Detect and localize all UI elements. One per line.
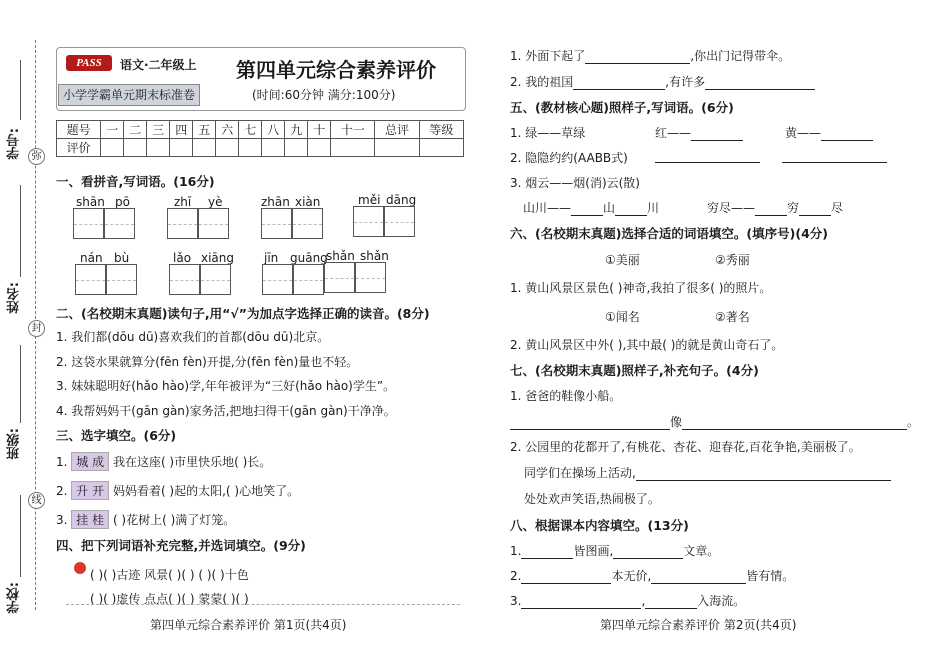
- eval-cell[interactable]: [331, 139, 375, 157]
- pinyin: guāng: [290, 251, 328, 265]
- s2-question-1: 1. 我们都(dōu dū)喜欢我们的首都(dōu dū)北京。: [56, 330, 330, 344]
- seal-mi: 弥: [28, 148, 45, 165]
- score-table: [56, 120, 464, 157]
- q-text: ,: [641, 594, 646, 608]
- score-cell: 五: [193, 121, 216, 139]
- score-cell: 等级: [419, 121, 463, 139]
- eval-cell[interactable]: [124, 139, 147, 157]
- score-cell: 一: [101, 121, 124, 139]
- eval-cell[interactable]: [419, 139, 463, 157]
- section-7-title: 七、(名校期末真题)照样子,补充句子。(4分): [510, 363, 759, 378]
- score-cell: 九: [285, 121, 308, 139]
- question-text: 妈妈看着( )起的太阳,( )心地笑了。: [112, 484, 300, 498]
- seal-xian: 线: [28, 492, 45, 509]
- pinyin: pō: [115, 195, 130, 209]
- answer-blank[interactable]: [573, 77, 665, 90]
- s7-question-1: 1. 爸爸的鞋像小船。: [510, 389, 622, 403]
- answer-blank[interactable]: [521, 596, 641, 609]
- q-text: 。: [907, 415, 920, 429]
- score-cell: 十: [308, 121, 331, 139]
- eval-cell[interactable]: [308, 139, 331, 157]
- writing-box[interactable]: [293, 264, 324, 295]
- answer-blank[interactable]: [651, 571, 746, 584]
- writing-box[interactable]: [167, 208, 198, 239]
- pinyin: bù: [114, 251, 130, 265]
- section-5-title: 五、(教材核心题)照样子,写词语。(6分): [510, 100, 734, 115]
- q-text: ,你出门记得带伞。: [690, 49, 791, 63]
- answer-blank[interactable]: [655, 150, 760, 163]
- q-text: 皆图画,: [573, 544, 614, 558]
- s5-question-2: 2. 隐隐约约(AABB式): [510, 151, 628, 165]
- section-2-title: 二、(名校期末真题)读句子,用“√”为加点字选择正确的读音。(8分): [56, 306, 430, 321]
- char-choice: 挂 桂: [71, 510, 109, 529]
- apple-icon: [74, 562, 86, 574]
- s5-q1-yellow: [785, 124, 873, 141]
- question-text: 我在这座( )市里快乐地( )长。: [112, 455, 272, 469]
- pinyin: xiāng: [201, 251, 235, 265]
- exam-info: (时间:60分钟 满分:100分): [252, 88, 396, 102]
- q-text: 穷: [787, 201, 800, 215]
- school-label: 学校:: [7, 582, 22, 614]
- section-8-title: 八、根据课本内容填空。(13分): [510, 518, 689, 533]
- q-text: 1.: [510, 544, 522, 558]
- writing-box[interactable]: [106, 264, 137, 295]
- score-cell: 六: [216, 121, 239, 139]
- pinyin: shān: [76, 195, 105, 209]
- char-choice: 升 开: [71, 481, 109, 500]
- pinyin: shǎn: [326, 249, 355, 263]
- eval-cell[interactable]: [375, 139, 419, 157]
- s5-question-3: 3. 烟云——烟(消)云(散): [510, 176, 640, 190]
- answer-blank[interactable]: [521, 571, 611, 584]
- score-cell: 总评: [375, 121, 419, 139]
- eval-cell[interactable]: [170, 139, 193, 157]
- eval-cell[interactable]: [239, 139, 262, 157]
- score-cell: 四: [170, 121, 193, 139]
- pass-logo: PASS: [66, 55, 112, 71]
- question-number: 1.: [56, 455, 68, 469]
- pinyin: zhān: [261, 195, 290, 209]
- writing-box[interactable]: [198, 208, 229, 239]
- section-1-title: 一、看拼音,写词语。(16分): [56, 174, 215, 189]
- score-cell: 题号: [57, 121, 101, 139]
- section-6-title: 六、(名校期末真题)选择合适的词语填空。(填序号)(4分): [510, 226, 828, 241]
- pinyin: zhī: [174, 195, 192, 209]
- score-table-header-row: [57, 121, 464, 139]
- answer-blank[interactable]: [636, 468, 891, 481]
- series-tag: 小学学霸单元期末标准卷: [58, 84, 200, 106]
- decorative-border: [66, 604, 460, 605]
- school-line: [20, 495, 21, 577]
- pinyin: měi: [358, 193, 381, 207]
- q-text: 川: [647, 201, 660, 215]
- s7-q1-answer: [510, 413, 919, 430]
- s6-option-2b: ②著名: [715, 310, 750, 324]
- s4-row-1: ( )( )古迹 风景( )( ) ( )( )十色: [90, 568, 249, 582]
- s2-question-4: 4. 我帮妈妈干(gān gàn)家务活,把地扫得干(gān gàn)干净净。: [56, 404, 396, 418]
- s8-question-2: [510, 567, 794, 584]
- pinyin: nán: [80, 251, 103, 265]
- writing-box[interactable]: [355, 262, 386, 293]
- top-question-1: [510, 47, 790, 64]
- answer-blank[interactable]: [821, 128, 873, 141]
- seal-feng: 封: [28, 320, 45, 337]
- name-line: [20, 185, 21, 277]
- pinyin: jīn: [264, 251, 279, 265]
- q-text: ,有许多: [665, 75, 706, 89]
- question-text: ( )花树上( )满了灯笼。: [112, 513, 236, 527]
- answer-blank[interactable]: [799, 203, 831, 216]
- s2-question-3: 3. 妹妹聪明好(hǎo hào)学,年年被评为“三好(hǎo hào)学生”。: [56, 379, 396, 393]
- score-table-eval-row: [57, 139, 464, 157]
- writing-box[interactable]: [200, 264, 231, 295]
- writing-box[interactable]: [324, 262, 355, 293]
- answer-blank[interactable]: [615, 203, 647, 216]
- eval-cell[interactable]: [262, 139, 285, 157]
- pinyin: shǎn: [360, 249, 389, 263]
- s8-question-3: [510, 592, 745, 609]
- q-text: 红——: [655, 126, 692, 140]
- s5-q2-blanks: [655, 149, 887, 163]
- writing-box[interactable]: [261, 208, 292, 239]
- s6-question-2: 2. 黄山风景区中外( ),其中最( )的就是黄山奇石了。: [510, 338, 784, 352]
- answer-blank[interactable]: [705, 77, 815, 90]
- s6-option-1a: ①美丽: [605, 253, 640, 267]
- student-id-line: [20, 60, 21, 120]
- score-cell: 三: [147, 121, 170, 139]
- section-3-title: 三、选字填空。(6分): [56, 428, 177, 443]
- q-text: 入海流。: [697, 594, 746, 608]
- pinyin: yè: [208, 195, 223, 209]
- s7-q2-line-1: [524, 464, 891, 481]
- section-4-title: 四、把下列词语补充完整,并选词填空。(9分): [56, 538, 306, 553]
- s8-question-1: [510, 542, 719, 559]
- answer-blank[interactable]: [585, 51, 690, 64]
- q-text: 尽: [831, 201, 844, 215]
- answer-blank[interactable]: [682, 417, 907, 430]
- answer-blank[interactable]: [691, 128, 743, 141]
- s7-question-2: 2. 公园里的花都开了,有桃花、杏花、迎春花,百花争艳,美丽极了。: [510, 440, 861, 454]
- q-text: 山: [603, 201, 616, 215]
- writing-box[interactable]: [75, 264, 106, 295]
- page-title: 第四单元综合素养评价: [236, 60, 436, 82]
- eval-label: 评价: [57, 139, 101, 157]
- q-text: 2. 我的祖国: [510, 75, 574, 89]
- eval-cell[interactable]: [216, 139, 239, 157]
- writing-box[interactable]: [73, 208, 104, 239]
- eval-cell[interactable]: [147, 139, 170, 157]
- s6-question-1: 1. 黄山风景区景色( )神奇,我拍了很多( )的照片。: [510, 281, 772, 295]
- q-text: 同学们在操场上活动,: [524, 466, 636, 480]
- answer-blank[interactable]: [613, 546, 683, 559]
- answer-blank[interactable]: [510, 417, 670, 430]
- s5-q3-example-2: [707, 199, 843, 216]
- s5-q3-example-1: [523, 199, 659, 216]
- s3-question-3: [56, 510, 235, 529]
- subject-label: 语文·二年级上: [120, 58, 197, 72]
- pinyin: dāng: [386, 193, 417, 207]
- eval-cell[interactable]: [101, 139, 124, 157]
- s2-question-2: 2. 这袋水果就算分(fēn fèn)开提,分(fēn fèn)量也不轻。: [56, 355, 359, 369]
- score-cell: 七: [239, 121, 262, 139]
- q-text: 本无价,: [611, 569, 652, 583]
- eval-cell[interactable]: [193, 139, 216, 157]
- score-cell: 八: [262, 121, 285, 139]
- footer-right: 第四单元综合素养评价 第2页(共4页): [600, 618, 797, 632]
- q-text: 黄——: [785, 126, 822, 140]
- writing-box[interactable]: [262, 264, 293, 295]
- name-label: 姓名:: [7, 282, 22, 314]
- q-text: 山川——: [523, 201, 572, 215]
- question-number: 2.: [56, 484, 68, 498]
- q-text: 穷尽——: [707, 201, 756, 215]
- class-line: [20, 345, 21, 423]
- answer-blank[interactable]: [645, 596, 697, 609]
- s3-question-1: [56, 452, 271, 471]
- student-id-label: 学号:: [7, 128, 22, 160]
- top-question-2: [510, 73, 815, 90]
- s7-q2-line-2: 处处欢声笑语,热闹极了。: [524, 492, 660, 506]
- s4-row-2: ( )( )虚传 点点( )( ) 蒙蒙( )( ): [90, 592, 249, 606]
- score-cell: 二: [124, 121, 147, 139]
- char-choice: 城 成: [71, 452, 109, 471]
- q-text: 3.: [510, 594, 522, 608]
- eval-cell[interactable]: [285, 139, 308, 157]
- score-cell: 十一: [331, 121, 375, 139]
- answer-blank[interactable]: [755, 203, 787, 216]
- answer-blank[interactable]: [782, 150, 887, 163]
- writing-box[interactable]: [104, 208, 135, 239]
- class-label: 班级:: [7, 428, 22, 460]
- s3-question-2: [56, 481, 299, 500]
- answer-blank[interactable]: [571, 203, 603, 216]
- q-text: 1. 外面下起了: [510, 49, 586, 63]
- writing-box[interactable]: [292, 208, 323, 239]
- s6-option-2a: ①闻名: [605, 310, 640, 324]
- footer-left: 第四单元综合素养评价 第1页(共4页): [150, 618, 347, 632]
- q-text: 2.: [510, 569, 522, 583]
- pinyin: xiàn: [295, 195, 321, 209]
- q-text: 文章。: [683, 544, 720, 558]
- pinyin: lǎo: [173, 251, 192, 265]
- writing-box[interactable]: [353, 206, 384, 237]
- answer-blank[interactable]: [521, 546, 573, 559]
- writing-box[interactable]: [169, 264, 200, 295]
- q-text: 皆有情。: [746, 569, 795, 583]
- question-number: 3.: [56, 513, 68, 527]
- s6-option-1b: ②秀丽: [715, 253, 750, 267]
- q-text: 像: [670, 415, 683, 429]
- writing-box[interactable]: [384, 206, 415, 237]
- s5-question-1: 1. 绿——草绿: [510, 126, 586, 140]
- s5-q1-red: [655, 124, 743, 141]
